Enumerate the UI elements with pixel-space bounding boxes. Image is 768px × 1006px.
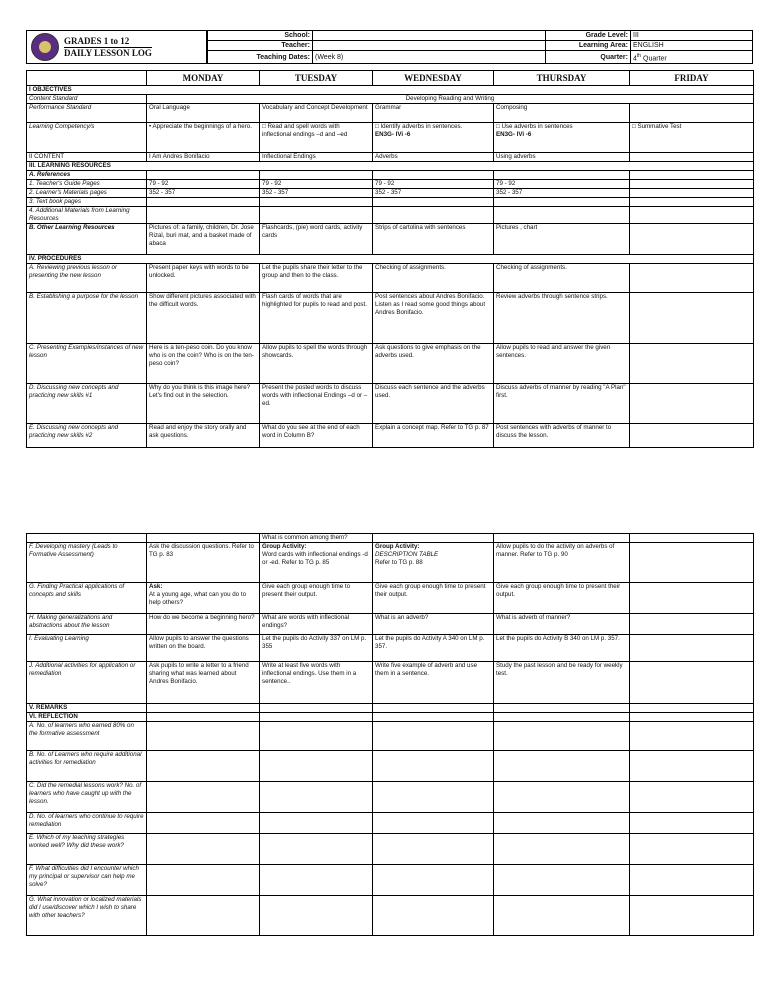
procedure-cell: Let the pupils do Activity 337 on LM p. 355 [260, 635, 373, 662]
procedures-heading: IV. PROCEDURES [27, 255, 754, 264]
procedure-cell: Read and enjoy the story orally and ask questions. [147, 424, 260, 448]
content-cell: Adverbs [373, 153, 494, 162]
day-tuesday: TUESDAY [260, 71, 373, 86]
deped-seal-icon [31, 33, 59, 61]
competency-cell: □ Read and spell words with inflectional endings –d and –ed [260, 123, 373, 153]
textbook-label: 3. Text book pages [27, 198, 147, 207]
lm-cell: 352 - 357 [260, 189, 373, 198]
procedure-cell: How do we become a beginning hero? [147, 614, 260, 635]
performance-cell: Grammar [373, 104, 494, 123]
procedure-cell: Let the pupils share their letter to the group and then to the class. [260, 264, 373, 293]
lesson-log-page-2 [26, 533, 753, 936]
procedure-cell: Flash cards of words that are highlighted for pupils to read and post. [260, 293, 373, 344]
procedure-label: E. Discussing new concepts and practicing new skills #2 [27, 424, 147, 448]
learning-area-label: Learning Area: [546, 41, 631, 51]
reflection-item: G. What innovation or localized materials did I use/discover which I wish to share with other teachers? [27, 896, 147, 936]
teacher-field[interactable] [313, 41, 546, 51]
procedure-label: J. Additional activities for application or remediation [27, 662, 147, 704]
procedure-cell: What are words with inflectional endings? [260, 614, 373, 635]
procedure-cell: Give each group enough time to present their output. [494, 583, 630, 614]
document-header [26, 30, 753, 64]
content-cell: I Am Andres Bonifacio [147, 153, 260, 162]
content-standard-value: Developing Reading and Writing [147, 95, 754, 104]
other-resources-cell: Pictures , chart [494, 224, 630, 255]
performance-cell: Composing [494, 104, 630, 123]
procedure-label: D. Discussing new concepts and practicing new skills #1 [27, 384, 147, 424]
other-resources-cell: Pictures of: a family, children, Dr. Jose Rizal, buri mat, and a basket made of abaca [147, 224, 260, 255]
content-cell [630, 153, 754, 162]
procedure-cell: What do you see at the end of each word in Column B? [260, 424, 373, 448]
performance-cell: Vocabulary and Concept Development [260, 104, 373, 123]
day-monday: MONDAY [147, 71, 260, 86]
procedure-cell: What is adverb of manner? [494, 614, 630, 635]
procedure-cell: Ask: At a young age, what can you do to help others? [147, 583, 260, 614]
reflection-item: D. No. of learners who continue to require remediation [27, 813, 147, 834]
competency-label: Learning Competency/s [27, 123, 147, 153]
procedure-cell: Group Activity: Word cards with inflectional endings -d or -ed. Refer to TG p. 85 [260, 543, 373, 583]
reflection-item: F. What difficulties did I encounter which my principal or supervisor can help me solve? [27, 865, 147, 896]
procedure-cell: Ask pupils to write a letter to a friend sharing what was learned about Andres Bonifacio. [147, 662, 260, 704]
procedure-cell: Here is a ten-peso coin. Do you know who is on the coin? Who is on the ten-peso coin? [147, 344, 260, 384]
carry-over-cell: What is common among them? [260, 534, 373, 543]
procedure-label: B. Establishing a purpose for the lesson [27, 293, 147, 344]
quarter-label: Quarter: [546, 51, 631, 64]
other-resources-cell: Strips of cartolina with sentences [373, 224, 494, 255]
logo-box [26, 30, 207, 64]
logo-title: GRADES 1 to 12 [64, 35, 130, 46]
procedure-cell: Group Activity: DESCRIPTION TABLE Refer to TG p. 88 [373, 543, 494, 583]
references-label: A. References [27, 171, 147, 180]
resources-heading: III. LEARNING RESOURCES [27, 162, 754, 171]
lesson-table-page-2 [26, 533, 754, 936]
school-field[interactable] [313, 31, 546, 41]
procedure-cell: Discuss adverbs of manner by reading "A Plan" first. [494, 384, 630, 424]
procedure-cell [630, 543, 754, 583]
learning-area-field[interactable]: ENGLISH [631, 41, 753, 51]
procedure-cell: Write at least five words with inflectional endings. Use them in a sentence.. [260, 662, 373, 704]
competency-cell: • Appreciate the beginnings of a hero. [147, 123, 260, 153]
teacher-label: Teacher: [208, 41, 313, 51]
lm-cell: 352 - 357 [147, 189, 260, 198]
procedure-cell: Let the pupils do Activity B 340 on LM p. 357. [494, 635, 630, 662]
lm-label: 2. Learner's Materials pages [27, 189, 147, 198]
logo-subtitle: DAILY LESSON LOG [64, 47, 152, 58]
procedure-cell: Give each group enough time to present their output. [260, 583, 373, 614]
lm-cell: 352 - 357 [373, 189, 494, 198]
other-resources-cell: Flashcards, (pie) word cards, activity cards [260, 224, 373, 255]
procedure-cell: Post sentences about Andres Bonifacio. Listen as I read some good things about Andres Bonifacio. [373, 293, 494, 344]
procedure-cell: What is an adverb? [373, 614, 494, 635]
reflection-item: E. Which of my teaching strategies worked well? Why did these work? [27, 834, 147, 865]
other-resources-cell [630, 224, 754, 255]
additional-materials-label: 4. Additional Materials from Learning Resources [27, 207, 147, 224]
tg-cell: 79 - 92 [260, 180, 373, 189]
procedure-label: H. Making generalizations and abstractions about the lesson [27, 614, 147, 635]
tg-label: 1. Teacher's Guide Pages [27, 180, 147, 189]
procedure-label: I. Evaluating Learning [27, 635, 147, 662]
procedure-cell: Allow pupils to answer the questions written on the board. [147, 635, 260, 662]
procedure-cell [630, 293, 754, 344]
procedure-cell: Why do you think is this image here? Let's find out in the selection. [147, 384, 260, 424]
grade-level-field[interactable]: III [631, 31, 753, 41]
procedure-cell [630, 662, 754, 704]
lesson-table-page-1 [26, 70, 754, 448]
competency-cell: □ Summative Test [630, 123, 754, 153]
procedure-cell: Ask the discussion questions. Refer to TG p. 83 [147, 543, 260, 583]
tg-cell: 79 - 92 [147, 180, 260, 189]
procedure-cell: Give each group enough time to present their output. [373, 583, 494, 614]
procedure-label: C. Presenting Examples/instances of new lesson [27, 344, 147, 384]
content-label: II CONTENT [27, 153, 147, 162]
other-resources-label: B. Other Learning Resources [27, 224, 147, 255]
blank-header [27, 71, 147, 86]
procedure-cell: Study the past lesson and be ready for weekly test. [494, 662, 630, 704]
procedure-label: F. Developing mastery (Leads to Formative Assessment) [27, 543, 147, 583]
lesson-log-page-1 [26, 30, 753, 448]
remarks-label: V. REMARKS [27, 704, 147, 713]
content-standard-label: Content Standard [27, 95, 147, 104]
procedure-cell: Post sentences with adverbs of manner to discuss the lesson. [494, 424, 630, 448]
grade-level-label: Grade Level: [546, 31, 631, 41]
performance-cell: Oral Language [147, 104, 260, 123]
tg-cell: 79 - 92 [373, 180, 494, 189]
procedure-cell: Checking of assignments. [373, 264, 494, 293]
reflection-item: B. No. of Learners who require additional activities for remediation [27, 751, 147, 782]
procedure-cell [630, 614, 754, 635]
quarter-field[interactable]: 4th Quarter [631, 51, 753, 64]
tg-cell [630, 180, 754, 189]
reflection-item: C. Did the remedial lessons work? No. of learners who have caught up with the lesson. [27, 782, 147, 813]
procedure-cell: Explain a concept map. Refer to TG p. 87 [373, 424, 494, 448]
procedure-cell [630, 384, 754, 424]
school-label: School: [208, 31, 313, 41]
performance-cell [630, 104, 754, 123]
procedure-cell [630, 264, 754, 293]
procedure-label: A. Reviewing previous lesson or presenting the new lesson [27, 264, 147, 293]
procedure-cell [630, 635, 754, 662]
content-cell: Using adverbs [494, 153, 630, 162]
procedure-cell: Present paper keys with words to be unlocked. [147, 264, 260, 293]
procedure-cell: Discuss each sentence and the adverbs used. [373, 384, 494, 424]
day-header-row [27, 71, 754, 86]
procedure-cell: Let the pupils do Activity A 340 on LM p. 357. [373, 635, 494, 662]
teaching-dates-field[interactable]: (Week 8) [313, 51, 546, 64]
reflection-label: VI. REFLECTION [27, 713, 147, 722]
procedure-cell: Checking of assignments. [494, 264, 630, 293]
header-info-table [207, 30, 753, 64]
competency-cell: □ Use adverbs in sentences EN3G- IVi -6 [494, 123, 630, 153]
teaching-dates-label: Teaching Dates: [208, 51, 313, 64]
procedure-cell: Present the posted words to discuss words with inflectional Endings –d or –ed. [260, 384, 373, 424]
lm-cell: 352 - 357 [494, 189, 630, 198]
objectives-heading: I OBJECTIVES [27, 86, 754, 95]
procedure-cell: Allow pupils to spell the words through showcards. [260, 344, 373, 384]
performance-standard-label: Performance Standard [27, 104, 147, 123]
tg-cell: 79 - 92 [494, 180, 630, 189]
procedure-cell [630, 424, 754, 448]
lm-cell [630, 189, 754, 198]
procedure-cell [630, 583, 754, 614]
competency-cell: □ Identify adverbs in sentences. EN3G- IVi -6 [373, 123, 494, 153]
day-friday: FRIDAY [630, 71, 754, 86]
procedure-label: G. Finding Practical applications of concepts and skills [27, 583, 147, 614]
procedure-cell: Show different pictures associated with the difficult words. [147, 293, 260, 344]
procedure-cell: Allow pupils to do the activity on adverbs of manner. Refer to TG p. 90 [494, 543, 630, 583]
procedure-cell: Allow pupils to read and answer the given sentences. [494, 344, 630, 384]
reflection-item: A. No. of learners who earned 80% on the formative assessment [27, 722, 147, 751]
procedure-cell [630, 344, 754, 384]
content-cell: Inflectional Endings [260, 153, 373, 162]
day-wednesday: WEDNESDAY [373, 71, 494, 86]
procedure-cell: Write five example of adverb and use them in a sentence. [373, 662, 494, 704]
procedure-cell: Review adverbs through sentence strips. [494, 293, 630, 344]
procedure-cell: Ask questions to give emphasis on the adverbs used. [373, 344, 494, 384]
day-thursday: THURSDAY [494, 71, 630, 86]
